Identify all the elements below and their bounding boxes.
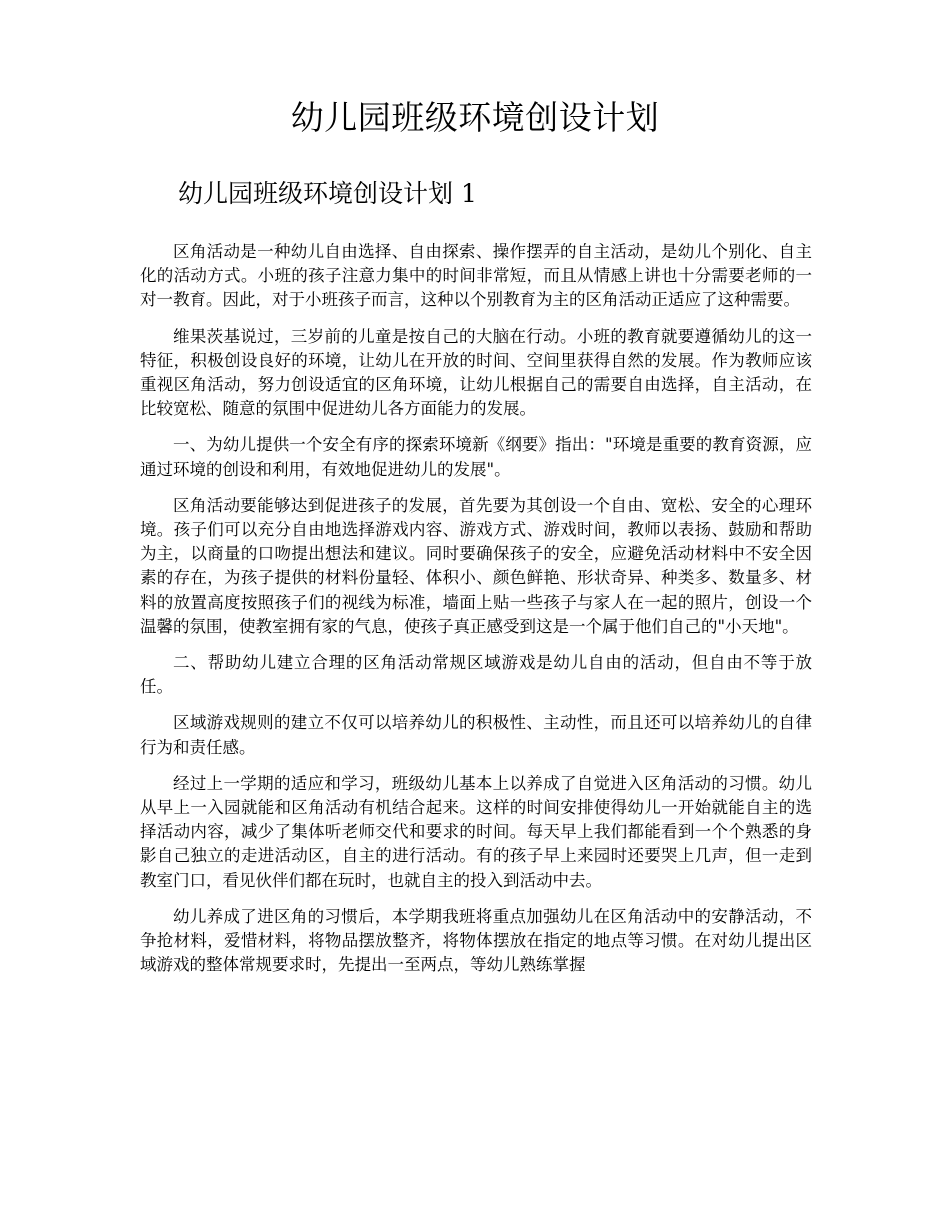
paragraph: 区角活动要能够达到促进孩子的发展，首先要为其创设一个自由、宽松、安全的心理环境。孩子们可以充分自由地选择游戏内容、游戏方式、游戏时间，教师以表扬、鼓励和帮助为主，以商量的口吻提出想法和建议。同时要确保孩子的安全，应避免活动材料中不安全因素的存在，为孩子提供的材料份量轻、体积小、颜色鲜艳、形状奇异、种类多、数量多、材料的放置高度按照孩子们的视线为标准，墙面上贴一些孩子与家人在一起的照片，创设一个温馨的氛围，使教室拥有家的气息，使孩子真正感受到这是一个属于他们自己的"小天地"。	[140, 495, 812, 636]
paragraph: 区角活动是一种幼儿自由选择、自由探索、操作摆弄的自主活动，是幼儿个别化、自主化的活动方式。小班的孩子注意力集中的时间非常短，而且从情感上讲也十分需要老师的一对一教育。因此，对于小班孩子而言，这种以个别教育为主的区角活动正适应了这种需要。	[140, 242, 812, 310]
paragraph: 维果茨基说过，三岁前的儿童是按自己的大脑在行动。小班的教育就要遵循幼儿的这一特征，积极创设良好的环境，让幼儿在开放的时间、空间里获得自然的发展。作为教师应该重视区角活动，努力创设适宜的区角环境，让幼儿根据自己的需要自由选择，自主活动，在比较宽松、随意的氛围中促进幼儿各方面能力的发展。	[140, 326, 812, 419]
paragraph: 二、帮助幼儿建立合理的区角活动常规区域游戏是幼儿自由的活动，但自由不等于放任。	[140, 653, 812, 697]
section-title: 幼儿园班级环境创设计划 1	[178, 179, 477, 208]
document-body	[140, 240, 812, 989]
paragraph: 区域游戏规则的建立不仅可以培养幼儿的积极性、主动性，而且还可以培养幼儿的自律行为和责任感。	[140, 713, 812, 757]
document-title: 幼儿园班级环境创设计划	[290, 98, 660, 137]
paragraph: 一、为幼儿提供一个安全有序的探索环境新《纲要》指出："环境是重要的教育资源，应通过环境的创设和利用，有效地促进幼儿的发展"。	[140, 435, 812, 479]
paragraph: 经过上一学期的适应和学习，班级幼儿基本上以养成了自觉进入区角活动的习惯。幼儿从早上一入园就能和区角活动有机结合起来。这样的时间安排使得幼儿一开始就能自主的选择活动内容，减少了集体听老师交代和要求的时间。每天早上我们都能看到一个个熟悉的身影自己独立的走进活动区，自主的进行活动。有的孩子早上来园时还要哭上几声，但一走到教室门口，看见伙伴们都在玩时，也就自主的投入到活动中去。	[140, 773, 812, 890]
paragraph: 幼儿养成了进区角的习惯后，本学期我班将重点加强幼儿在区角活动中的安静活动，不争抢材料，爱惜材料，将物品摆放整齐，将物体摆放在指定的地点等习惯。在对幼儿提出区域游戏的整体常规要求时，先提出一至两点，等幼儿熟练掌握	[140, 906, 812, 975]
